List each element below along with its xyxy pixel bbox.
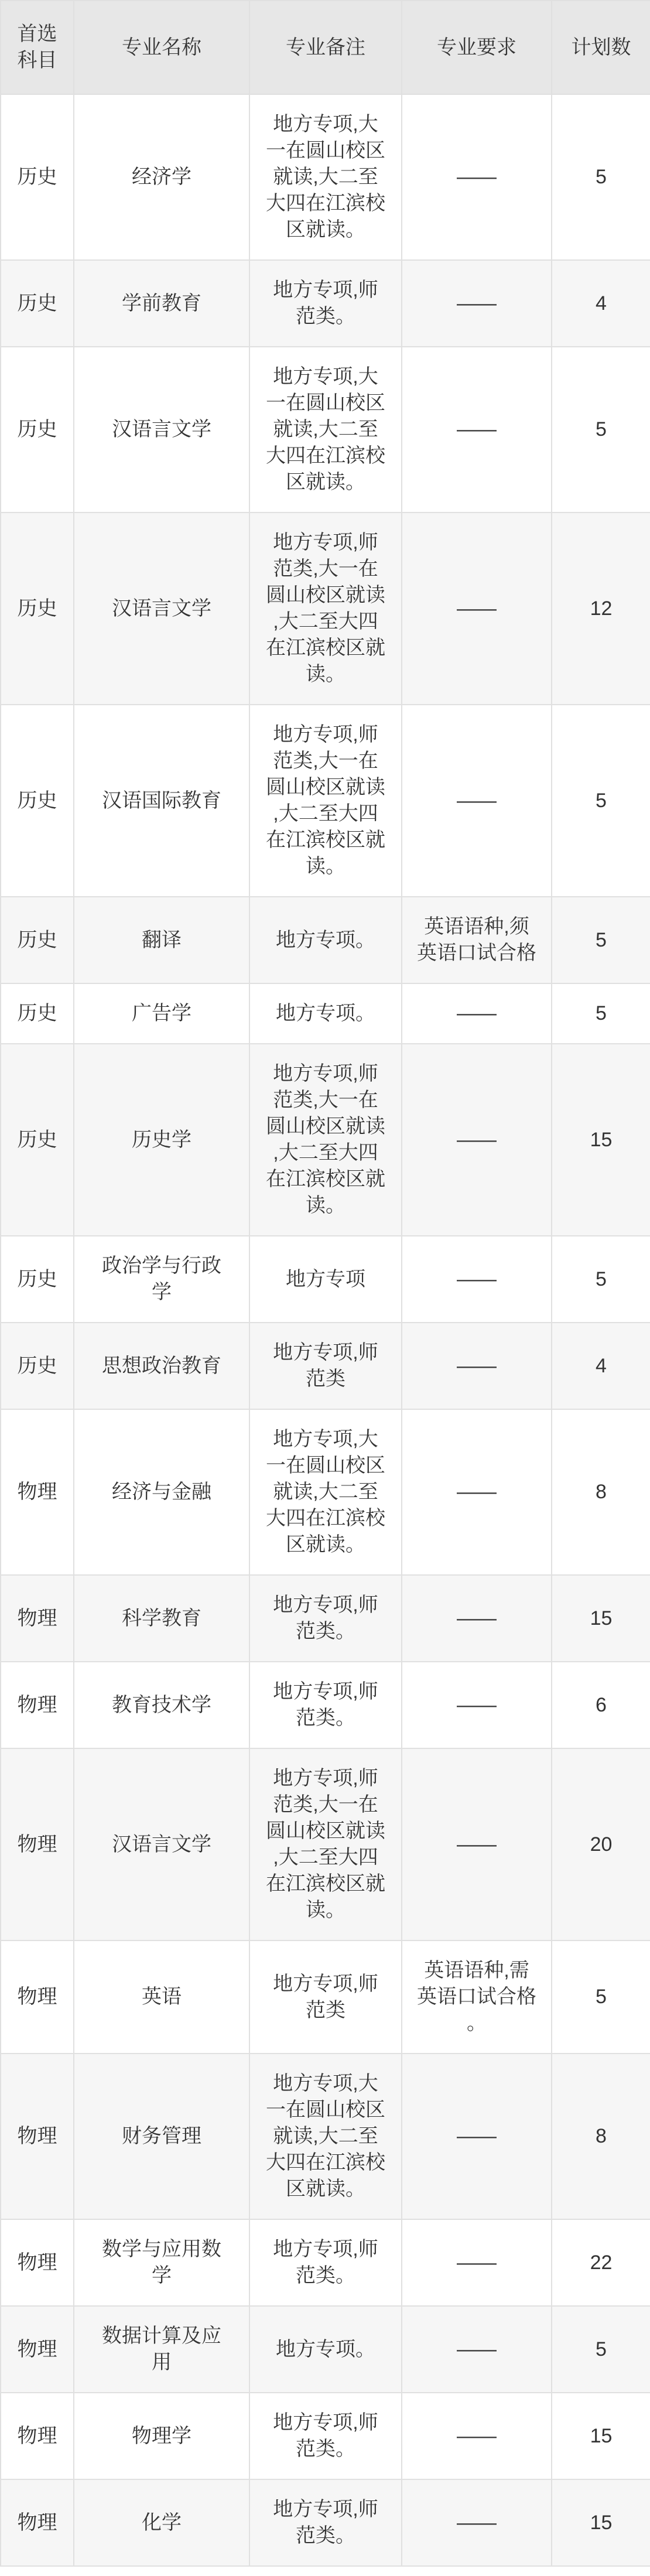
cell-plan-count: 22 [552,2219,650,2306]
cell-plan-count: 15 [552,1044,650,1236]
cell-major-name: 英语 [74,1940,249,2054]
cell-first-subject: 历史 [1,1236,74,1323]
cell-major-requirement: —— [402,260,552,347]
cell-major-remark: 地方专项,师范类,大一在圆山校区就读,大二至大四在江滨校区就读。 [249,705,402,897]
cell-major-remark: 地方专项,师范类 [249,1323,402,1409]
header-cell-major-requirement: 专业要求 [402,1,552,94]
header-row [1,1,650,94]
cell-first-subject: 历史 [1,1044,74,1236]
table-row [1,513,650,705]
table-row [1,1044,650,1236]
cell-plan-count: 4 [552,1323,650,1409]
cell-major-requirement: —— [402,1323,552,1409]
cell-major-remark: 地方专项。 [249,2306,402,2393]
cell-major-name: 化学 [74,2479,249,2566]
cell-major-name: 物理学 [74,2393,249,2479]
header-cell-major-remark: 专业备注 [249,1,402,94]
cell-major-remark: 地方专项,师范类。 [249,2219,402,2306]
cell-first-subject: 物理 [1,1409,74,1575]
cell-major-requirement: —— [402,1409,552,1575]
table-header [1,1,650,94]
cell-major-requirement: —— [402,513,552,705]
cell-first-subject: 物理 [1,1940,74,2054]
cell-plan-count: 12 [552,513,650,705]
cell-plan-count: 5 [552,983,650,1044]
cell-plan-count: 15 [552,2393,650,2479]
cell-first-subject: 物理 [1,2393,74,2479]
cell-major-name: 汉语国际教育 [74,705,249,897]
cell-plan-count: 4 [552,260,650,347]
cell-major-name: 翻译 [74,897,249,983]
cell-first-subject: 历史 [1,513,74,705]
cell-first-subject: 历史 [1,260,74,347]
cell-major-name: 汉语言文学 [74,513,249,705]
cell-major-remark: 地方专项,大一在圆山校区就读,大二至大四在江滨校区就读。 [249,94,402,260]
cell-major-requirement: —— [402,1236,552,1323]
cell-major-remark: 地方专项,师范类。 [249,260,402,347]
cell-major-name: 数学与应用数学 [74,2219,249,2306]
cell-first-subject: 历史 [1,705,74,897]
cell-major-requirement: —— [402,1748,552,1940]
cell-major-remark: 地方专项,师范类,大一在圆山校区就读,大二至大四在江滨校区就读。 [249,1748,402,1940]
cell-major-requirement: —— [402,2479,552,2566]
cell-major-requirement: —— [402,2219,552,2306]
cell-first-subject: 物理 [1,2306,74,2393]
table-row [1,1323,650,1409]
cell-major-remark: 地方专项,师范类。 [249,1662,402,1748]
cell-first-subject: 物理 [1,1748,74,1940]
cell-plan-count: 5 [552,2306,650,2393]
cell-major-requirement: —— [402,983,552,1044]
cell-major-remark: 地方专项,师范类 [249,1940,402,2054]
cell-major-requirement: —— [402,94,552,260]
table-row [1,2054,650,2219]
cell-major-name: 广告学 [74,983,249,1044]
cell-major-requirement: —— [402,705,552,897]
cell-major-requirement: 英语语种,须英语口试合格 [402,897,552,983]
table-row [1,94,650,260]
cell-first-subject: 物理 [1,2479,74,2566]
cell-first-subject: 历史 [1,347,74,513]
cell-major-remark: 地方专项,师范类,大一在圆山校区就读,大二至大四在江滨校区就读。 [249,1044,402,1236]
cell-plan-count: 5 [552,1236,650,1323]
cell-plan-count: 5 [552,94,650,260]
header-cell-plan-count: 计划数 [552,1,650,94]
cell-plan-count: 8 [552,1409,650,1575]
cell-major-requirement: —— [402,2054,552,2219]
cell-first-subject: 物理 [1,1575,74,1662]
table-row [1,983,650,1044]
table-row [1,2479,650,2566]
cell-major-name: 经济学 [74,94,249,260]
header-cell-first-subject: 首选科目 [1,1,74,94]
cell-first-subject: 历史 [1,983,74,1044]
cell-first-subject: 物理 [1,2054,74,2219]
cell-major-name: 政治学与行政学 [74,1236,249,1323]
cell-major-remark: 地方专项 [249,1236,402,1323]
table-row [1,1236,650,1323]
cell-first-subject: 历史 [1,897,74,983]
cell-first-subject: 物理 [1,1662,74,1748]
cell-major-remark: 地方专项,大一在圆山校区就读,大二至大四在江滨校区就读。 [249,1409,402,1575]
cell-major-remark: 地方专项,师范类。 [249,2393,402,2479]
cell-major-name: 教育技术学 [74,1662,249,1748]
table-row [1,260,650,347]
cell-major-requirement: —— [402,1575,552,1662]
cell-plan-count: 5 [552,705,650,897]
cell-plan-count: 5 [552,897,650,983]
cell-major-remark: 地方专项。 [249,983,402,1044]
cell-first-subject: 历史 [1,1323,74,1409]
table-row [1,2306,650,2393]
cell-plan-count: 5 [552,347,650,513]
table-row [1,2393,650,2479]
cell-major-requirement: —— [402,1044,552,1236]
cell-major-requirement: —— [402,2306,552,2393]
header-cell-major-name: 专业名称 [74,1,249,94]
cell-major-remark: 地方专项,大一在圆山校区就读,大二至大四在江滨校区就读。 [249,2054,402,2219]
cell-major-name: 历史学 [74,1044,249,1236]
cell-major-name: 数据计算及应用 [74,2306,249,2393]
cell-plan-count: 20 [552,1748,650,1940]
cell-plan-count: 6 [552,1662,650,1748]
cell-major-name: 科学教育 [74,1575,249,1662]
cell-major-name: 财务管理 [74,2054,249,2219]
cell-first-subject: 历史 [1,94,74,260]
cell-plan-count: 15 [552,1575,650,1662]
cell-major-requirement: —— [402,2393,552,2479]
cell-major-name: 学前教育 [74,260,249,347]
cell-plan-count: 8 [552,2054,650,2219]
table-row [1,2219,650,2306]
cell-major-name: 经济与金融 [74,1409,249,1575]
cell-major-remark: 地方专项,大一在圆山校区就读,大二至大四在江滨校区就读。 [249,347,402,513]
table-row [1,1748,650,1940]
table-row [1,705,650,897]
cell-major-requirement: —— [402,1662,552,1748]
table-row [1,1940,650,2054]
cell-major-requirement: —— [402,347,552,513]
cell-major-name: 思想政治教育 [74,1323,249,1409]
table-row [1,1662,650,1748]
table-row [1,347,650,513]
cell-major-remark: 地方专项。 [249,897,402,983]
cell-plan-count: 15 [552,2479,650,2566]
table-row [1,1575,650,1662]
cell-major-requirement: 英语语种,需英语口试合格。 [402,1940,552,2054]
table-row [1,897,650,983]
cell-major-name: 汉语言文学 [74,347,249,513]
cell-first-subject: 物理 [1,2219,74,2306]
cell-plan-count: 5 [552,1940,650,2054]
cell-major-remark: 地方专项,师范类,大一在圆山校区就读,大二至大四在江滨校区就读。 [249,513,402,705]
cell-major-remark: 地方专项,师范类。 [249,2479,402,2566]
cell-major-remark: 地方专项,师范类。 [249,1575,402,1662]
table-row [1,1409,650,1575]
cell-major-name: 汉语言文学 [74,1748,249,1940]
table-body [1,94,650,2566]
